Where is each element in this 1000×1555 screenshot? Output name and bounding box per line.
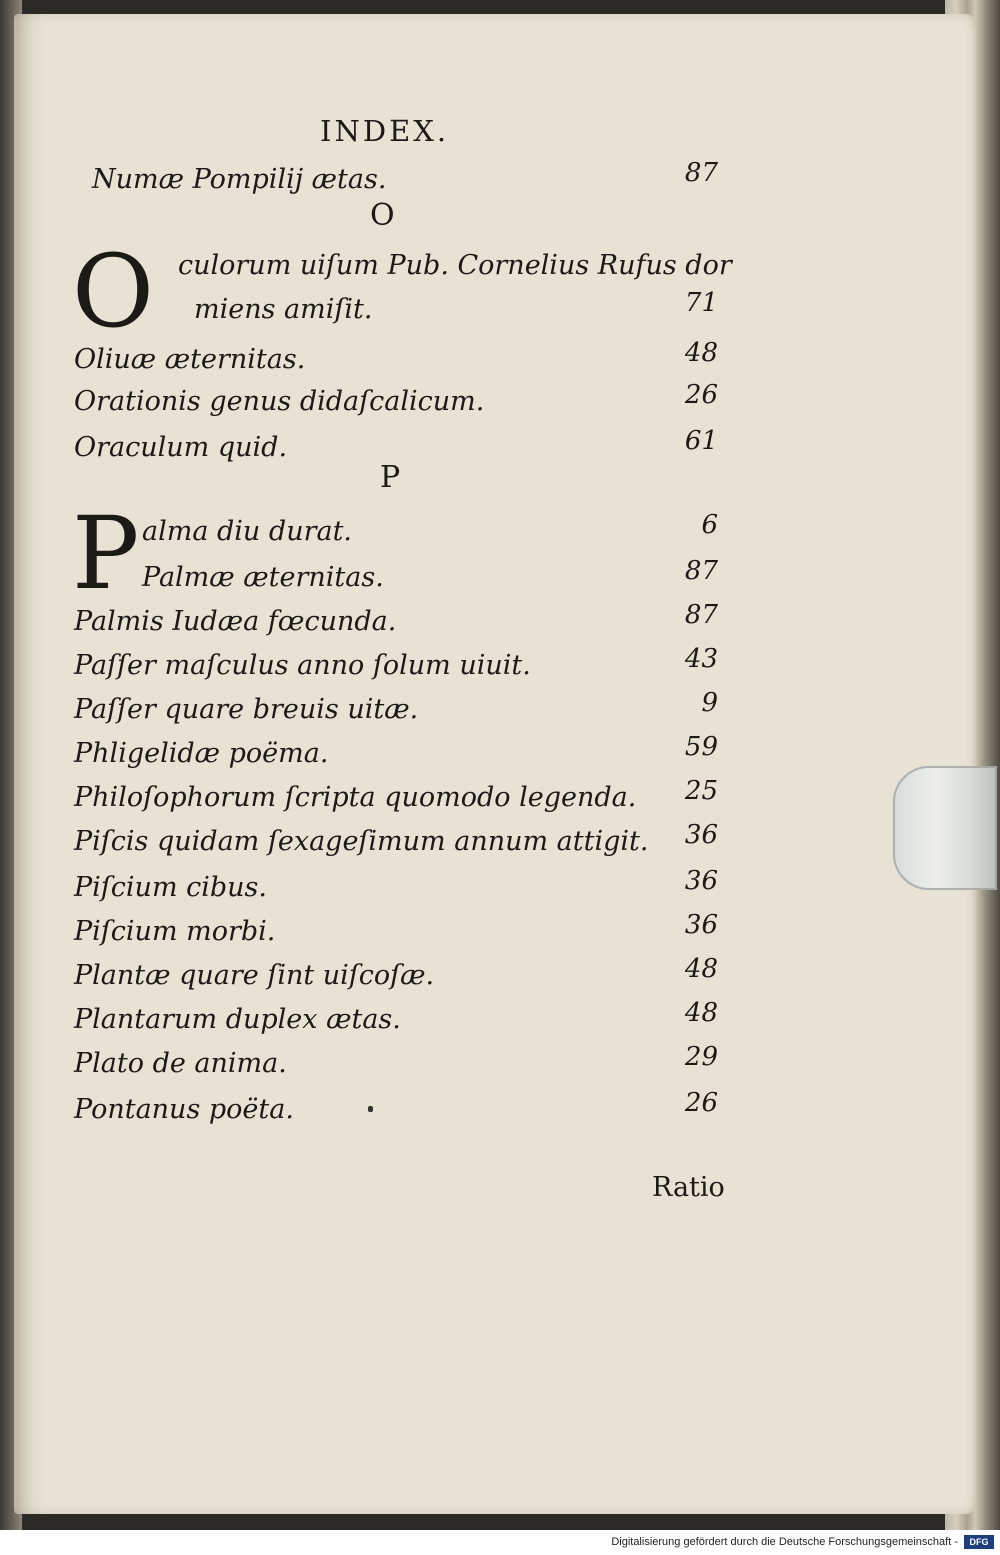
entry-page: 61 bbox=[684, 426, 718, 456]
index-entry bbox=[14, 732, 734, 782]
index-entry bbox=[14, 338, 734, 388]
entry-page: 87 bbox=[684, 556, 718, 586]
running-head: INDEX. bbox=[320, 114, 450, 148]
index-entry bbox=[14, 688, 734, 738]
index-entry bbox=[14, 644, 734, 694]
section-letter-o: O bbox=[370, 198, 395, 233]
entry-page: 9 bbox=[701, 688, 718, 718]
index-entry bbox=[14, 250, 734, 294]
entry-term: Piſcis quidam ſexageſimum annum attigit. bbox=[74, 826, 649, 857]
entry-term: Piſcium cibus. bbox=[74, 872, 267, 903]
entry-term: Plantæ quare ſint uiſcoſæ. bbox=[74, 960, 435, 991]
index-entry bbox=[14, 556, 734, 606]
dropcap-p: P bbox=[72, 495, 140, 612]
entry-term: culorum uiſum Pub. Cornelius Rufus dor bbox=[178, 250, 732, 281]
entry-page: 25 bbox=[684, 776, 718, 806]
book-page bbox=[14, 14, 976, 1514]
entry-page: 6 bbox=[701, 510, 718, 540]
entry-term: miens amiſit. bbox=[194, 294, 373, 325]
entry-term: Plantarum duplex ætas. bbox=[74, 1004, 401, 1035]
entry-page: 36 bbox=[684, 866, 718, 896]
entry-page: 59 bbox=[684, 732, 718, 762]
entry-term: Piſcium morbi. bbox=[74, 916, 276, 947]
index-entry bbox=[14, 954, 734, 1004]
entry-page: 29 bbox=[684, 1042, 718, 1072]
entry-term: Orationis genus didaſcalicum. bbox=[74, 386, 485, 417]
index-entry bbox=[14, 288, 734, 338]
ink-speck bbox=[368, 1106, 373, 1112]
footer-credit: Digitalisierung gefördert durch die Deutsche Forschungsgemeinschaft - bbox=[611, 1536, 958, 1548]
entry-page: 87 bbox=[684, 158, 718, 188]
entry-term: Pontanus poëta. bbox=[74, 1094, 294, 1125]
index-entry bbox=[14, 380, 734, 430]
entry-term: Paſſer maſculus anno ſolum uiuit. bbox=[74, 650, 531, 681]
index-entry bbox=[14, 510, 734, 560]
index-entry bbox=[14, 426, 734, 476]
entry-term: Paſſer quare breuis uitæ. bbox=[74, 694, 419, 725]
entry-page: 87 bbox=[684, 600, 718, 630]
index-entry bbox=[14, 776, 734, 826]
dropcap-o: O bbox=[72, 233, 154, 350]
entry-page: 71 bbox=[684, 288, 718, 318]
index-entry bbox=[14, 1088, 734, 1138]
entry-page: 36 bbox=[684, 910, 718, 940]
entry-term: Palmæ æternitas. bbox=[142, 562, 384, 593]
index-entry bbox=[14, 600, 734, 650]
index-entry bbox=[14, 1042, 734, 1092]
dfg-logo: DFG bbox=[964, 1535, 994, 1549]
section-letter-p: P bbox=[380, 460, 401, 495]
entry-term: Oliuæ æternitas. bbox=[74, 344, 306, 375]
entry-term: Numæ Pompilij ætas. bbox=[92, 164, 387, 195]
entry-term: alma diu durat. bbox=[142, 516, 353, 547]
index-entry bbox=[14, 866, 734, 916]
page-holder-clip bbox=[893, 766, 997, 890]
entry-page: 26 bbox=[684, 380, 718, 410]
catchword: Ratio bbox=[652, 1172, 725, 1203]
entry-term: Oraculum quid. bbox=[74, 432, 288, 463]
footer-bar bbox=[0, 1530, 1000, 1555]
entry-page: 36 bbox=[684, 820, 718, 850]
entry-term: Plato de anima. bbox=[74, 1048, 287, 1079]
entry-page: 48 bbox=[684, 998, 718, 1028]
entry-term: Palmis Iudæa fœcunda. bbox=[74, 606, 397, 637]
entry-page: 48 bbox=[684, 338, 718, 368]
index-entry bbox=[14, 910, 734, 960]
entry-term: Phligelidæ poëma. bbox=[74, 738, 329, 769]
entry-page: 43 bbox=[684, 644, 718, 674]
index-entry bbox=[14, 820, 734, 870]
entry-page: 26 bbox=[684, 1088, 718, 1118]
entry-term: Philoſophorum ſcripta quomodo legenda. bbox=[74, 782, 637, 813]
entry-page: 48 bbox=[684, 954, 718, 984]
index-entry bbox=[14, 998, 734, 1048]
